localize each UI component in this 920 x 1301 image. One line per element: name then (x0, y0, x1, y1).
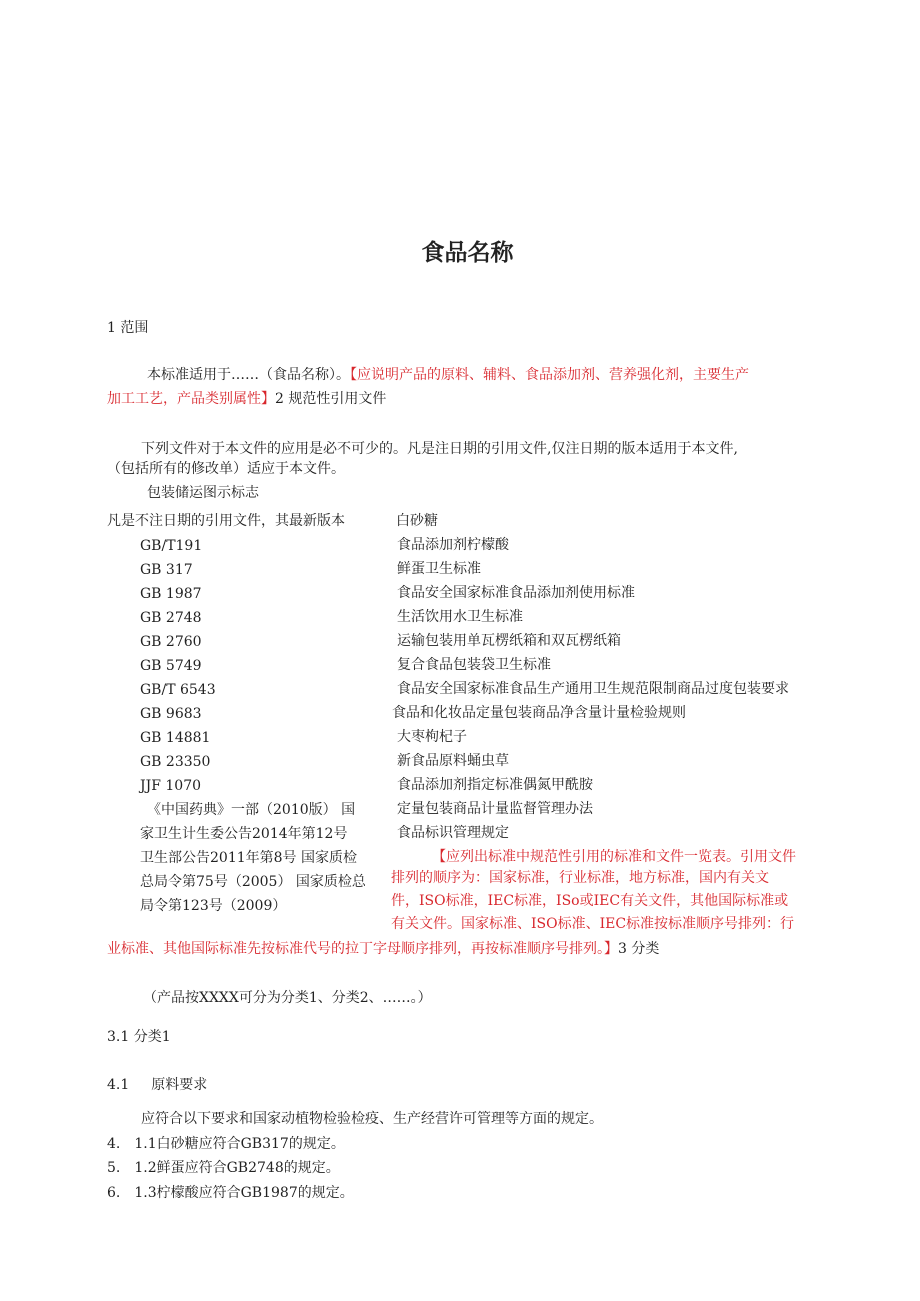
ref-code: GB 23350 (140, 754, 211, 770)
ref-name: 大枣枸杞子 (397, 729, 467, 745)
ref-code: GB 14881 (140, 730, 211, 746)
list-item-number: 4. (107, 1136, 121, 1152)
ref-instruction-line: 件，ISO标准，IEC标准，ISo或IEC有关文件，其他国际标准或 (391, 893, 789, 909)
ref-code: GB 5749 (140, 658, 202, 674)
scope-instruction: 【应说明产品的原料、辅料、食品添加剂、营养强化剂，主要生产 (350, 367, 749, 383)
ref-instruction-end: 业标准、其他国际标准先按标准代号的拉丁字母顺序排列，再按标准顺序号排列。】 (107, 941, 618, 957)
scope-text: 本标准适用于……（食品名称）。 (147, 367, 350, 383)
ref-code: GB 9683 (140, 706, 202, 722)
ref-instruction-line: 【应列出标准中规范性引用的标准和文件一览表。引用文件 (432, 849, 796, 865)
subsection-number: 4.1 (107, 1077, 130, 1093)
references-intro-1: 下列文件对于本文件的应用是必不可少的。凡是注日期的引用文件,仅注日期的版本适用于本文件, (141, 441, 738, 457)
ref-note-line: 总局令第75号（2005） 国家质检总 (140, 874, 366, 890)
ref-name: 复合食品包装袋卫生标准 (397, 657, 551, 673)
scope-instruction-cont: 加工工艺，产品类别属性】 (107, 391, 275, 407)
ref-note-line: 《中国药典》一部（2010版） 国 (147, 802, 356, 818)
subsection-title: 原料要求 (151, 1077, 208, 1093)
ref-instruction-line: 排列的顺序为：国家标准，行业标准，地方标准，国内有关文 (391, 870, 769, 886)
page-title: 食品名称 (421, 240, 514, 266)
ref-note-line: 局令第123号（2009） (140, 898, 287, 914)
ref-name: 食品安全国家标准食品生产通用卫生规范限制商品过度包装要求 (397, 681, 789, 697)
classification-text: （产品按XXXX可分为分类1、分类2、……。） (143, 990, 432, 1006)
ref-code: GB 1987 (140, 586, 202, 602)
ref-name: 食品安全国家标准食品添加剂使用标准 (397, 585, 635, 601)
references-intro-2: （包括所有的修改单）适应于本文件。 (107, 461, 345, 477)
subsection-class-1: 3.1 分类1 (107, 1029, 171, 1045)
ref-code: GB 317 (140, 562, 193, 578)
ref-name: 食品标识管理规定 (397, 825, 509, 841)
list-item-number: 6. (107, 1185, 121, 1201)
scope-line-1 (147, 366, 749, 384)
ref-name: 运输包装用单瓦楞纸箱和双瓦楞纸箱 (397, 633, 621, 649)
ref-code: GB/T191 (140, 538, 203, 554)
undated-note: 凡是不注日期的引用文件，其最新版本 (107, 513, 345, 529)
list-item (107, 1159, 340, 1177)
ref-code: GB 2760 (140, 634, 202, 650)
packaging-label: 包装储运图示标志 (147, 485, 259, 501)
ref-name: 白砂糖 (396, 513, 438, 529)
ref-name: 鲜蛋卫生标准 (397, 561, 481, 577)
ref-instruction-line: 有关文件。国家标准、ISO标准、IEC标准按标准顺序号排列：行 (391, 916, 795, 932)
list-item (107, 1135, 345, 1153)
section-heading-references: 2 规范性引用文件 (275, 391, 387, 407)
scope-line-2 (107, 390, 386, 408)
ref-name: 食品添加剂指定标准偶氮甲酰胺 (397, 777, 593, 793)
ref-code: GB 2748 (140, 610, 202, 626)
ref-name: 定量包装商品计量监督管理办法 (397, 801, 593, 817)
list-item-text: 1.2鲜蛋应符合GB2748的规定。 (134, 1160, 340, 1176)
ref-code: JJF 1070 (140, 778, 202, 794)
ref-instruction-last-line (107, 940, 659, 958)
list-item (107, 1184, 354, 1202)
ref-name: 生活饮用水卫生标准 (397, 609, 523, 625)
list-item-number: 5. (107, 1160, 121, 1176)
ref-note-line: 家卫生计生委公告2014年第12号 (140, 826, 348, 842)
list-item-text: 1.1白砂糖应符合GB317的规定。 (134, 1136, 345, 1152)
section-heading-scope: 1 范围 (107, 320, 149, 336)
subsection-raw-material (107, 1076, 207, 1094)
section-heading-classification: 3 分类 (618, 941, 660, 957)
ref-name: 新食品原料蛹虫草 (397, 753, 509, 769)
ref-name: 食品添加剂柠檬酸 (397, 537, 509, 553)
ref-code: GB/T 6543 (140, 682, 216, 698)
raw-material-intro: 应符合以下要求和国家动植物检验检疫、生产经营许可管理等方面的规定。 (141, 1111, 603, 1127)
ref-note-line: 卫生部公告2011年第8号 国家质检 (140, 850, 357, 866)
list-item-text: 1.3柠檬酸应符合GB1987的规定。 (134, 1185, 354, 1201)
ref-name: 食品和化妆品定量包装商品净含量计量检验规则 (392, 705, 686, 721)
